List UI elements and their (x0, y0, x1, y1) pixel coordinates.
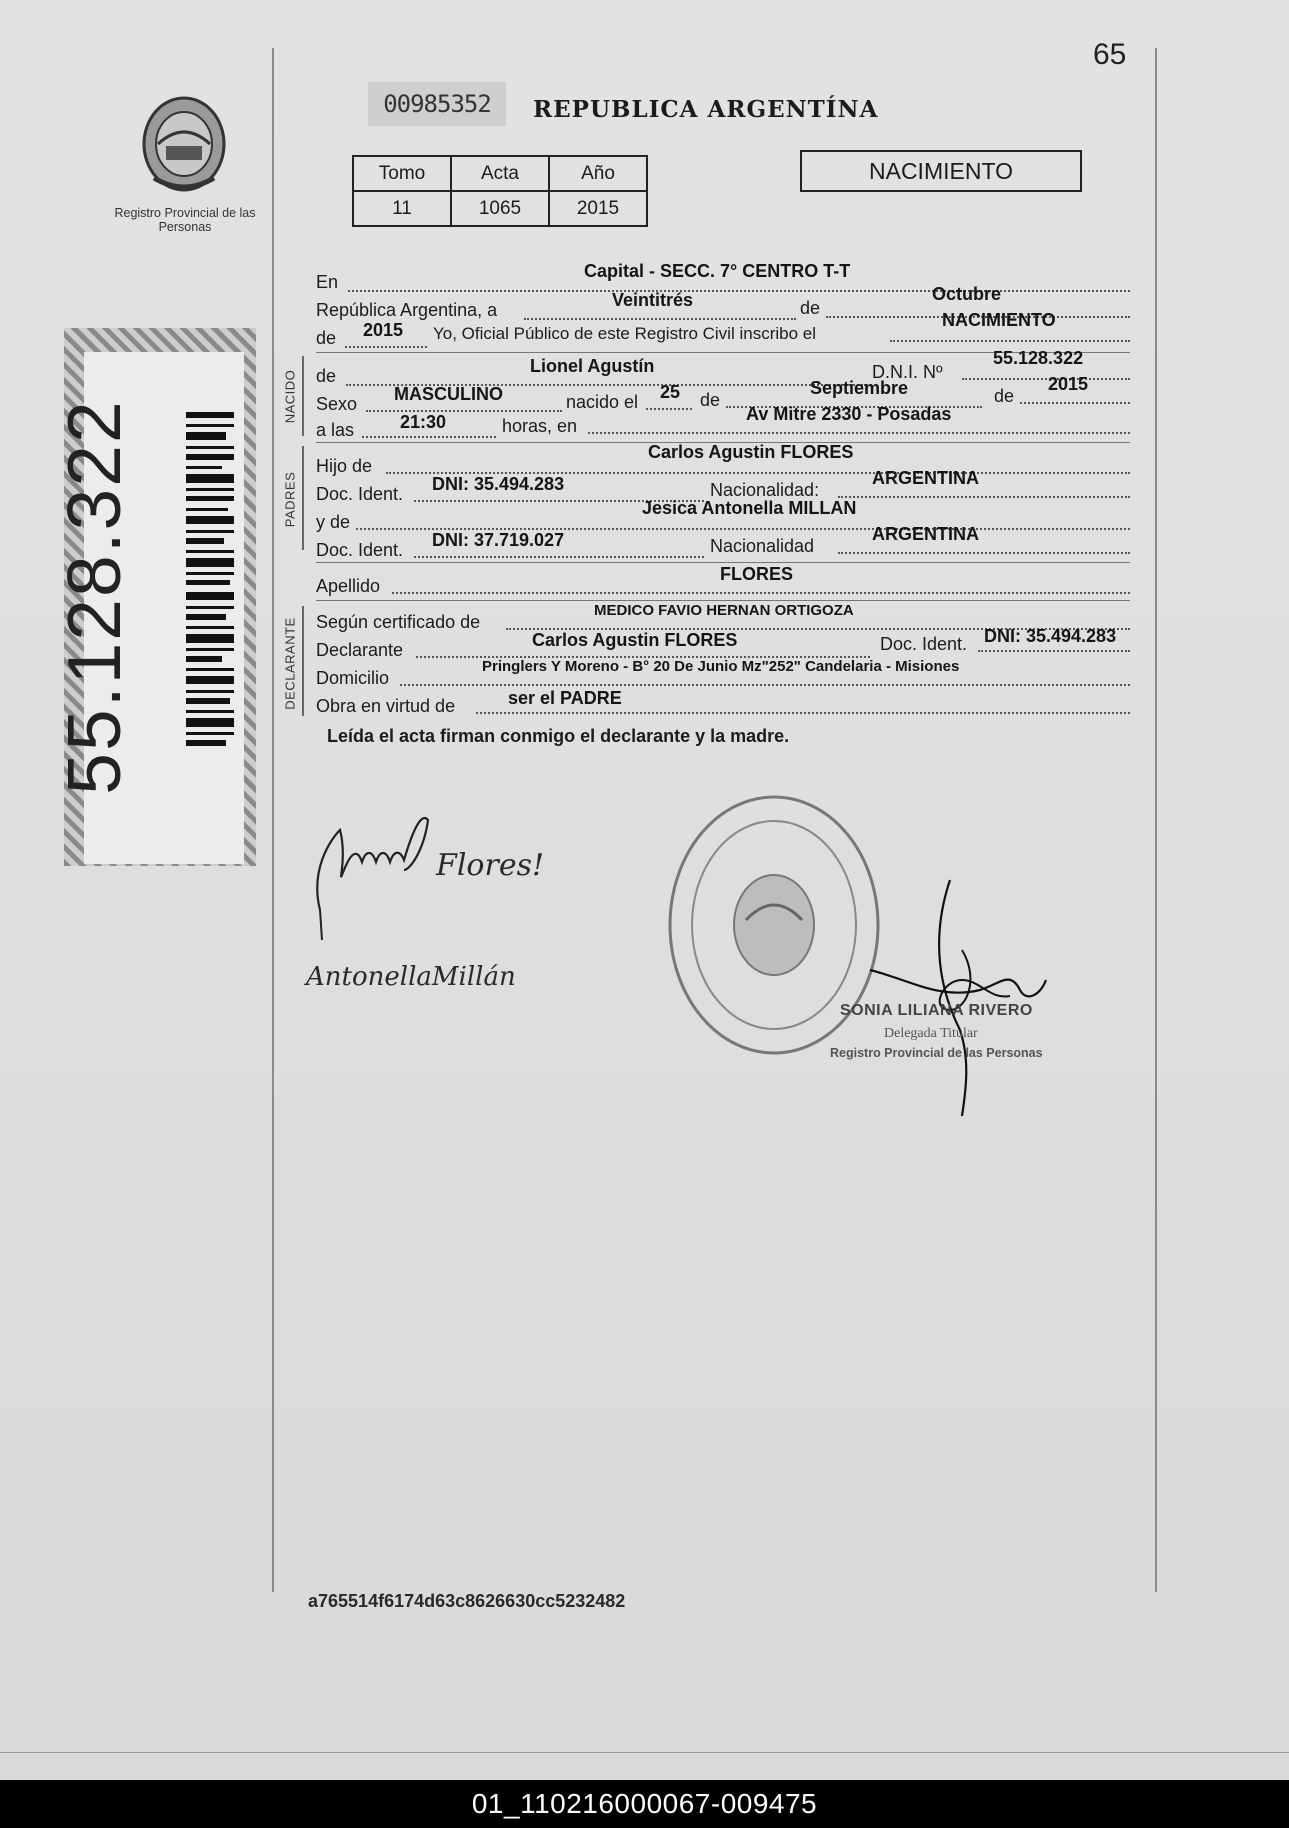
country-title: REPUBLICA ARGENTÍNA (533, 96, 879, 123)
value-padre: Carlos Agustin FLORES (648, 442, 854, 462)
right-margin-line (1155, 48, 1157, 1592)
footer-id-bar: 01_110216000067-009475 (0, 1780, 1289, 1828)
value-mes-nac: Septiembre (810, 378, 909, 398)
value-madre-doc: DNI: 37.719.027 (432, 530, 565, 550)
value-madre-nac: ARGENTINA (872, 524, 979, 544)
value-madre: Jesica Antonella MILLAN (642, 498, 857, 518)
record-table (352, 155, 648, 227)
label-de: de (800, 298, 821, 318)
issuer-caption: Registro Provincial de las Personas (114, 206, 256, 234)
label-en: En (316, 272, 339, 292)
record-table-header (353, 156, 647, 191)
field-line (962, 378, 1130, 380)
field-line (978, 650, 1130, 652)
section-rule (316, 562, 1130, 563)
section-bracket (302, 356, 304, 436)
field-line (362, 436, 496, 438)
record-table-header-cell: Año (549, 156, 647, 191)
mother-signature-text: AntonellaMillán (306, 962, 516, 992)
id-strip-number: 55.128.322 (52, 399, 136, 795)
value-dni: 55.128.322 (993, 348, 1084, 368)
label-apellido: Apellido (316, 576, 381, 596)
field-line (838, 552, 1130, 554)
section-label-padres: PADRES (282, 471, 298, 528)
value-lugar: Capital - SECC. 7° CENTRO T-T (584, 261, 851, 281)
field-line (838, 496, 1130, 498)
page-number: 65 (1093, 38, 1127, 71)
label-de: de (316, 366, 337, 386)
record-table-header-cell: Tomo (353, 156, 451, 191)
value-domicilio: Pringlers Y Moreno - B° 20 De Junio Mz"252" Candelaria - Misiones (482, 658, 960, 675)
field-line (345, 346, 427, 348)
closing-statement: Leída el acta firman conmigo el declarante y la madre. (327, 726, 790, 746)
document-hash: a765514f6174d63c8626630cc5232482 (308, 1591, 626, 1611)
record-table-header-cell: Acta (451, 156, 549, 191)
label-nacido-el: nacido el (566, 392, 639, 412)
label-y-de: y de (316, 512, 351, 532)
record-table-cell: 11 (353, 191, 451, 226)
value-anio-nac: 2015 (1048, 374, 1089, 394)
label-a-las: a las (316, 420, 355, 440)
record-table-cell: 1065 (451, 191, 549, 226)
label-doc-ident: Doc. Ident. (316, 540, 404, 560)
field-line (400, 684, 1130, 686)
field-line (366, 410, 562, 412)
label-hijo-de: Hijo de (316, 456, 373, 476)
section-bracket (302, 606, 304, 716)
label-republica-a: República Argentina, a (316, 300, 498, 320)
label-nacionalidad: Nacionalidad (710, 536, 815, 556)
label-segun-certificado: Según certificado de (316, 612, 481, 632)
value-padre-nac: ARGENTINA (872, 468, 979, 488)
value-nombre: Lionel Agustín (530, 356, 655, 376)
label-yo-oficial: Yo, Oficial Público de este Registro Civil inscribo el (433, 324, 816, 343)
value-padre-doc: DNI: 35.494.283 (432, 474, 565, 494)
official-org: Registro Provincial de las Personas (830, 1046, 1043, 1060)
left-margin-line (272, 48, 274, 1592)
record-table-row (353, 191, 647, 226)
label-de: de (700, 390, 721, 410)
record-table-cell: 2015 (549, 191, 647, 226)
value-dia-nac: 25 (660, 382, 681, 402)
label-doc-ident: Doc. Ident. (316, 484, 404, 504)
value-apellido: FLORES (720, 564, 794, 584)
misiones-coat-of-arms-icon (136, 92, 232, 202)
value-mes: Octubre (932, 284, 1002, 304)
label-de: de (316, 328, 337, 348)
value-tipo-inscripcion: NACIMIENTO (942, 310, 1056, 330)
bottom-rule (0, 1752, 1289, 1753)
label-declarante: Declarante (316, 640, 404, 660)
official-signature-icon (870, 860, 1050, 1120)
field-line (588, 432, 1130, 434)
field-line (414, 556, 704, 558)
section-label-declarante: DECLARANTE (282, 617, 298, 710)
value-obra-en-virtud: ser el PADRE (508, 688, 622, 708)
value-hora: 21:30 (400, 412, 447, 432)
value-sexo: MASCULINO (394, 384, 503, 404)
field-line (476, 712, 1130, 714)
record-type-box: NACIMIENTO (800, 150, 1082, 192)
father-signature-text: Flores! (436, 848, 545, 883)
label-nacionalidad: Nacionalidad: (710, 480, 820, 500)
value-dia-texto: Veintitrés (612, 290, 694, 310)
label-de: de (994, 386, 1015, 406)
label-horas-en: horas, en (502, 416, 578, 436)
official-role: Delegada Titular (884, 1026, 978, 1041)
field-line (392, 592, 1130, 594)
section-rule (316, 600, 1130, 601)
value-declarante-doc: DNI: 35.494.283 (984, 626, 1117, 646)
label-domicilio: Domicilio (316, 668, 390, 688)
value-declarante: Carlos Agustin FLORES (532, 630, 738, 650)
barcode-icon (186, 412, 234, 752)
section-bracket (302, 446, 304, 550)
value-anio-registro: 2015 (363, 320, 404, 340)
field-line (890, 340, 1130, 342)
official-name: SONIA LILIANA RIVERO (840, 1002, 1033, 1019)
field-line (1020, 402, 1130, 404)
label-doc-ident: Doc. Ident. (880, 634, 968, 654)
value-lugar-nac: Av Mitre 2330 - Posadas (746, 404, 952, 424)
label-dni: D.N.I. Nº (872, 362, 943, 382)
label-sexo: Sexo (316, 394, 358, 414)
certificate-number: 00985352 (368, 82, 506, 126)
label-obra-en-virtud: Obra en virtud de (316, 696, 456, 716)
field-line (348, 290, 1130, 292)
field-line (646, 408, 692, 410)
field-line (524, 318, 796, 320)
value-certificado: MEDICO FAVIO HERNAN ORTIGOZA (594, 602, 854, 619)
section-label-nacido: NACIDO (282, 369, 298, 424)
